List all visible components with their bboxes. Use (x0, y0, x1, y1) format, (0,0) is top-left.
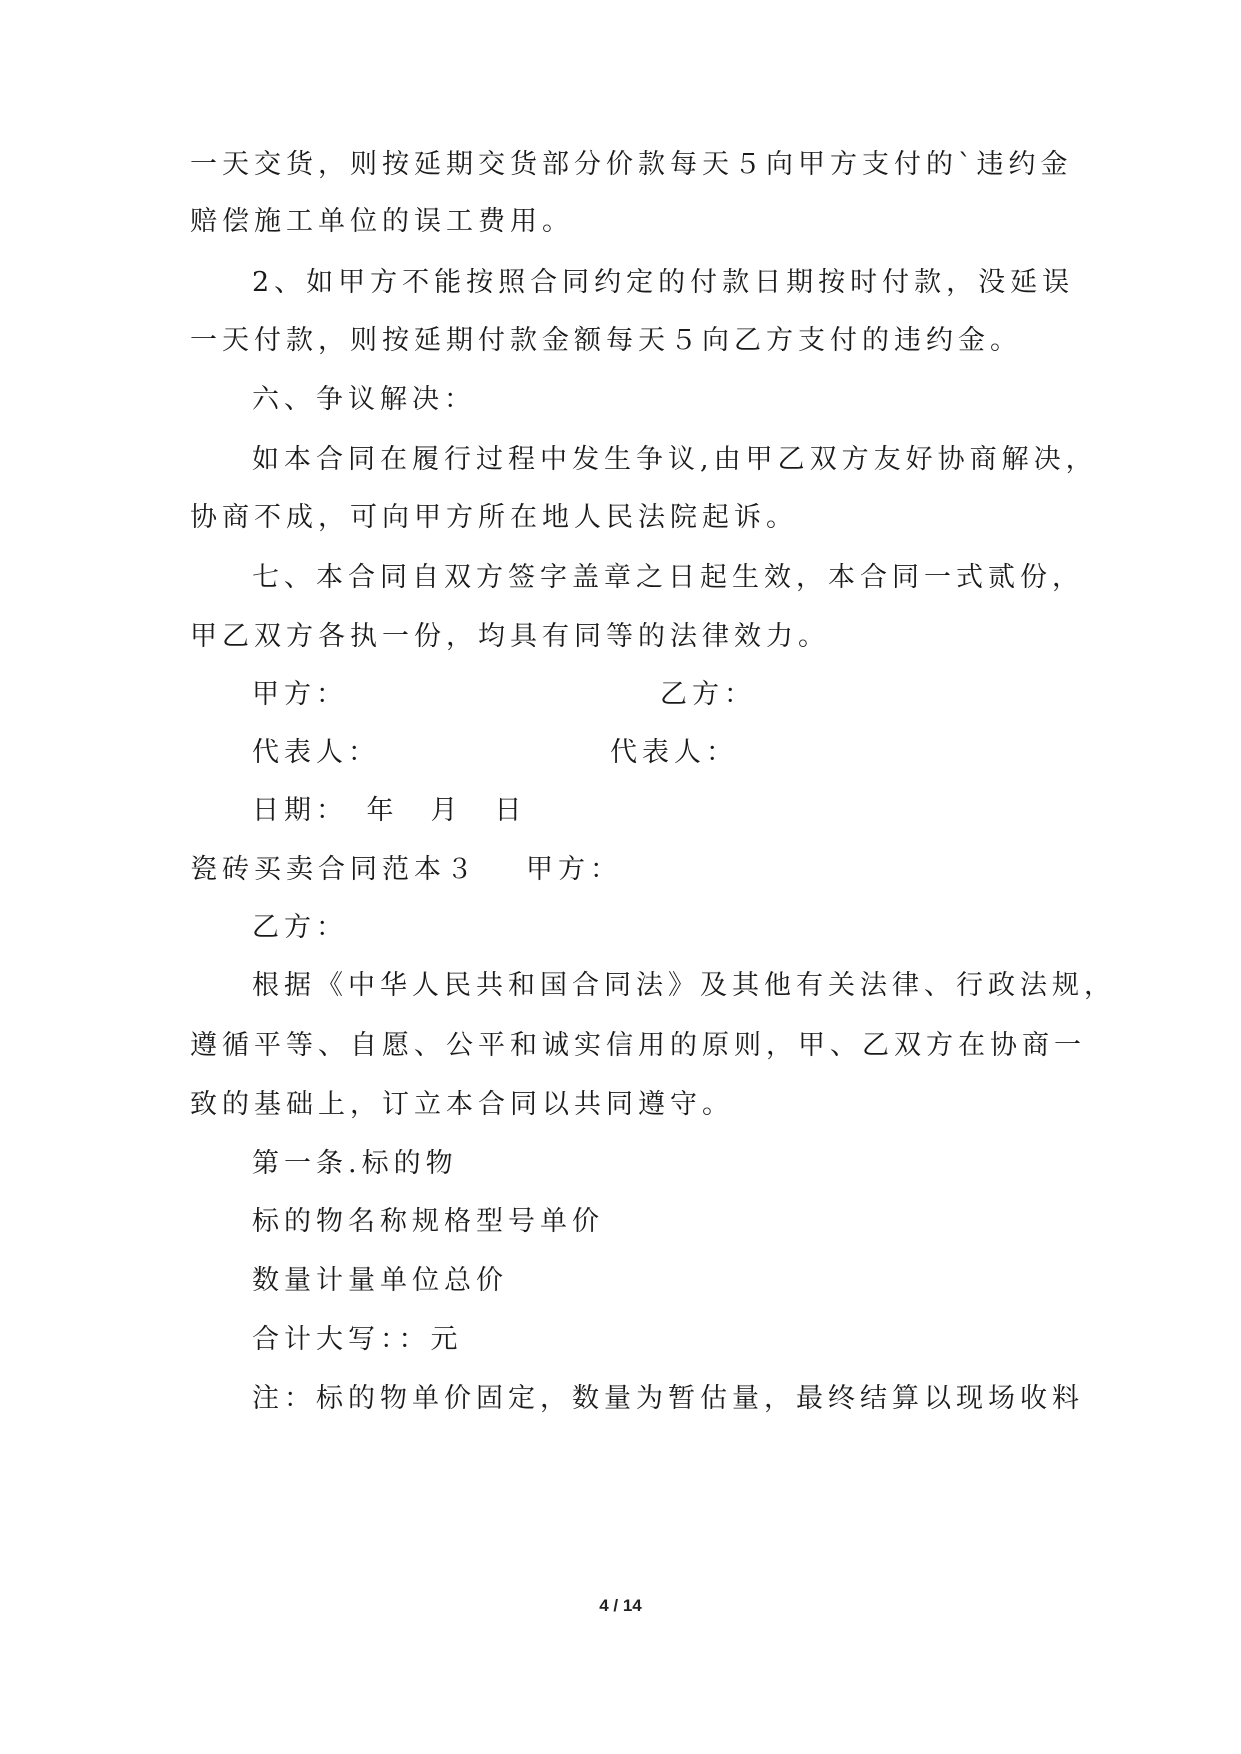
paragraph-line: 如本合同在履行过程中发生争议,由甲乙双方友好协商解决， (252, 444, 1098, 475)
representative-a-label: 代表人： (252, 737, 380, 768)
date-label: 日期： 年 月 日 (252, 795, 527, 826)
representative-b-label: 代表人： (610, 737, 738, 768)
section-title: 瓷砖买卖合同范本３ (190, 854, 478, 885)
article-field-line: 标的物名称规格型号单价 (252, 1206, 604, 1237)
paragraph-line: 一天交货，则按延期交货部分价款每天５向甲方支付的`违约金 (190, 149, 1073, 180)
paragraph-line: 七、本合同自双方签字盖章之日起生效，本合同一式贰份， (252, 562, 1084, 593)
paragraph-line: 赔偿施工单位的误工费用。 (190, 206, 574, 237)
paragraph-line: 甲乙双方各执一份，均具有同等的法律效力。 (190, 621, 830, 652)
paragraph-line: 协商不成，可向甲方所在地人民法院起诉。 (190, 502, 798, 533)
paragraph-line: 遵循平等、自愿、公平和诚实信用的原则，甲、乙双方在协商一 (190, 1030, 1086, 1061)
section-party-b-label: 乙方： (252, 912, 348, 943)
page-number: 4 / 14 (599, 1596, 642, 1615)
section-party-a-label: 甲方： (526, 854, 622, 885)
paragraph-line: 根据《中华人民共和国合同法》及其他有关法律、行政法规， (252, 970, 1116, 1001)
total-amount-label: 合计大写：：元 (252, 1324, 463, 1355)
party-b-label: 乙方： (660, 679, 756, 710)
section-heading: 六、争议解决： (252, 384, 476, 415)
article-field-line: 数量计量单位总价 (252, 1265, 508, 1296)
note-line: 注：标的物单价固定，数量为暂估量，最终结算以现场收料 (252, 1383, 1084, 1414)
party-a-label: 甲方： (252, 679, 348, 710)
paragraph-line: 致的基础上，订立本合同以共同遵守。 (190, 1089, 734, 1120)
paragraph-line: 2、如甲方不能按照合同约定的付款日期按时付款，没延误 (252, 267, 1075, 298)
article-heading: 第一条.标的物 (252, 1148, 458, 1179)
paragraph-line: 一天付款，则按延期付款金额每天５向乙方支付的违约金。 (190, 325, 1022, 356)
